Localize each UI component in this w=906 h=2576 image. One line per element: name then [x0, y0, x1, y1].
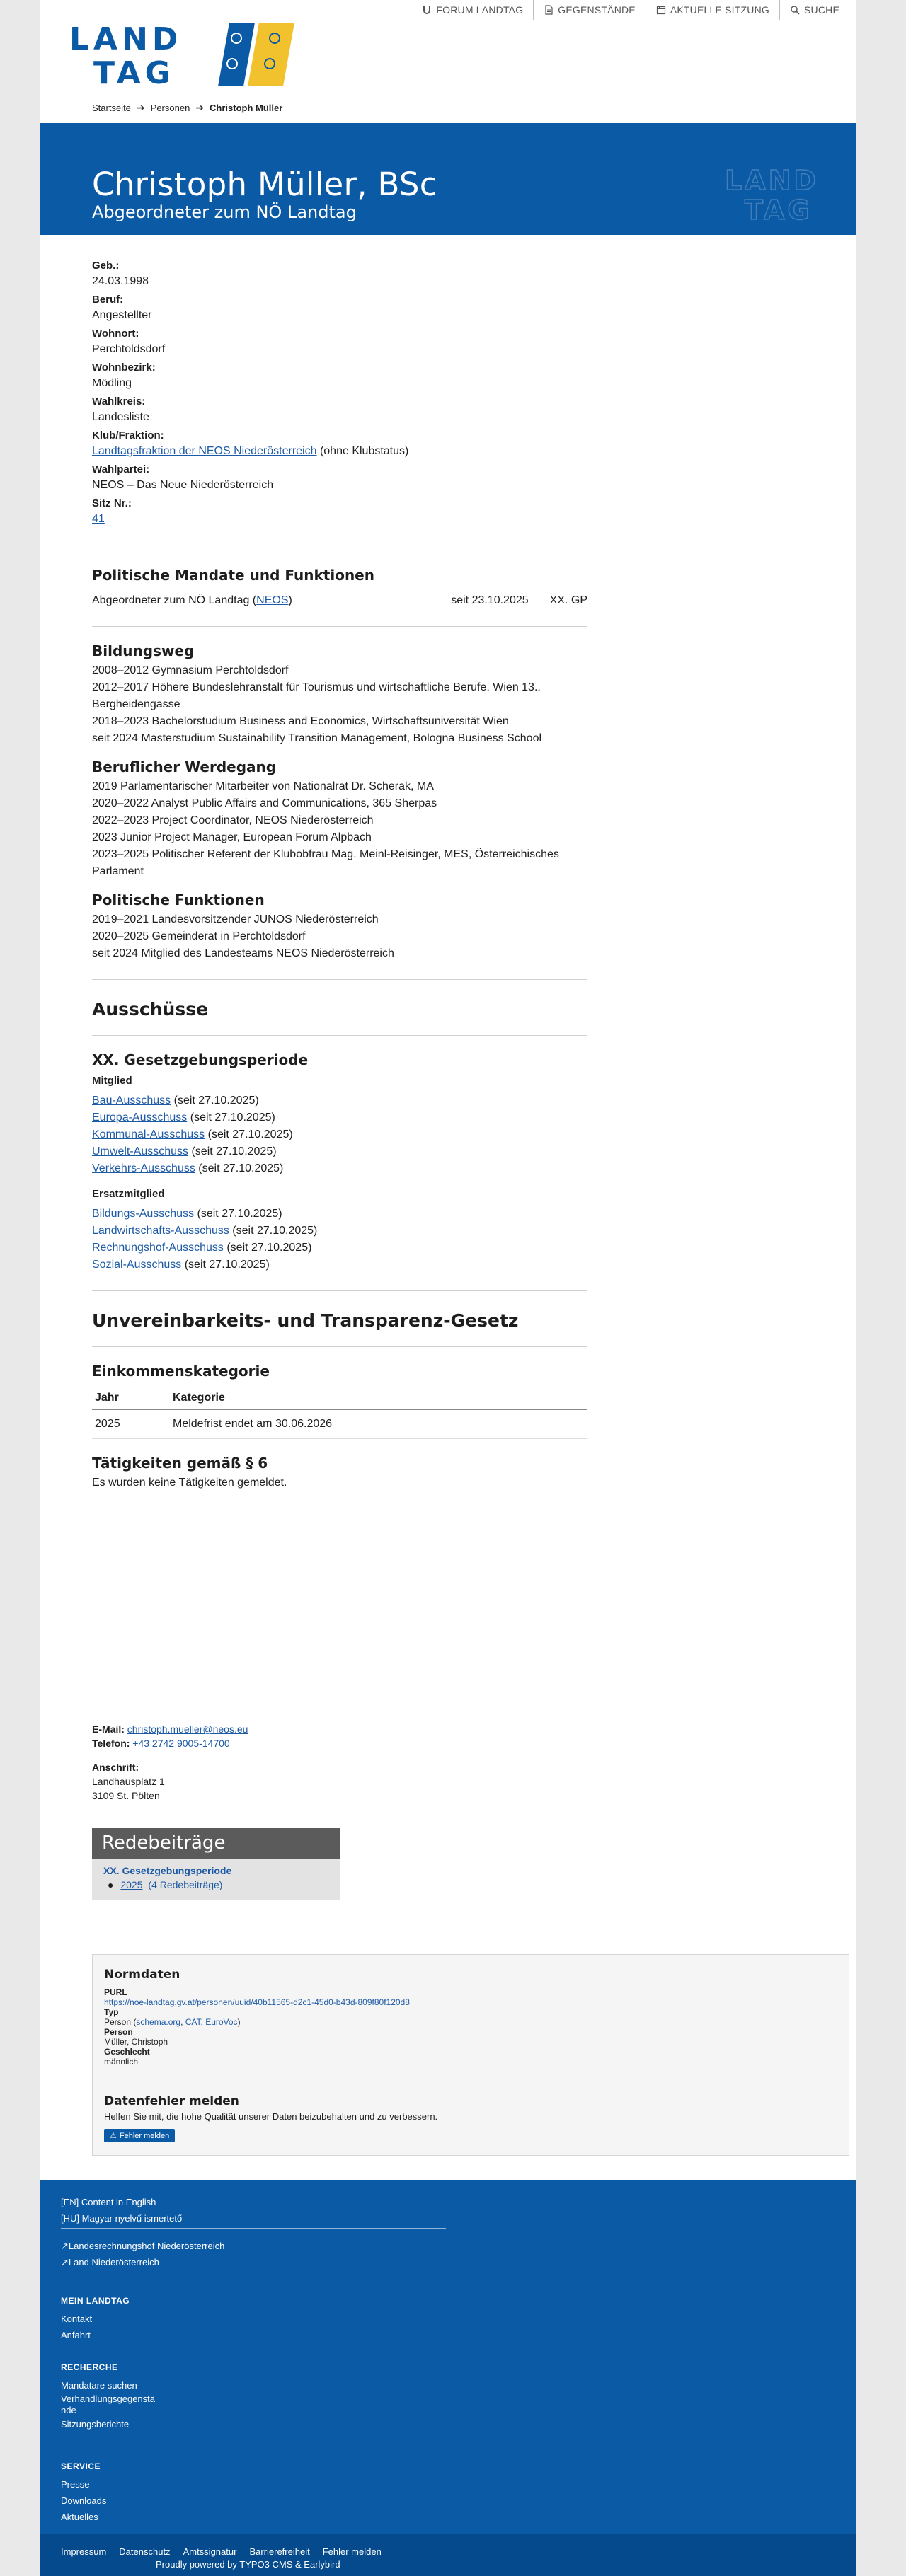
email-label: E-Mail:	[92, 1723, 125, 1735]
nav-suche[interactable]	[780, 0, 839, 20]
committee-link[interactable]: Landwirtschafts-Ausschuss	[92, 1225, 229, 1237]
divider	[92, 626, 587, 627]
svg-text:LAND: LAND	[725, 165, 819, 196]
list-item: 2023 Junior Project Manager, European Forum Alpbach	[92, 831, 372, 843]
committee-link[interactable]: Rechnungshof-Ausschuss	[92, 1242, 224, 1254]
activities-heading: Tätigkeiten gemäß § 6	[92, 1455, 268, 1472]
footer-heading: SERVICE	[61, 2461, 101, 2471]
speeches-body	[92, 1859, 340, 1900]
footer-link[interactable]: Anfahrt	[61, 2330, 91, 2340]
list-item	[92, 1257, 587, 1273]
footer-link-hu[interactable]: [HU] Magyar nyelvű ismertető	[61, 2213, 183, 2224]
typ-value: Person (schema.org, CAT, EuroVoc)	[104, 2017, 241, 2027]
birth-value: 24.03.1998	[92, 275, 149, 287]
member-label: Mitglied	[92, 1075, 132, 1087]
list-item	[92, 1223, 587, 1240]
committee-link[interactable]: Europa-Ausschuss	[92, 1111, 188, 1124]
mandate-title	[92, 592, 292, 609]
logo-text-line2: TAG	[93, 55, 175, 88]
substitute-list	[92, 1206, 587, 1273]
list-item: 2020–2022 Analyst Public Affairs and Communications, 365 Sherpas	[92, 797, 437, 809]
divider	[92, 979, 587, 980]
footer-heading: RECHERCHE	[61, 2362, 118, 2372]
education-list	[92, 662, 587, 747]
normdata-box	[92, 1954, 849, 2156]
transparency-heading: Unvereinbarkeits- und Transparenz-Gesetz	[92, 1310, 519, 1331]
gender-label: Geschlecht	[104, 2047, 150, 2057]
divider	[92, 1346, 587, 1347]
list-item: 2012–2017 Höhere Bundeslehranstalt für Tourismus und wirtschaftliche Berufe, Wien 13., Bergheidengasse	[92, 681, 541, 710]
list-item: seit 2024 Masterstudium Sustainability Transition Management, Bologna Business School	[92, 732, 542, 744]
report-button-label: Fehler melden	[119, 2131, 170, 2140]
committees-period: XX. Gesetzgebungsperiode	[92, 1051, 309, 1068]
career-section	[92, 758, 587, 880]
committees-section	[92, 1051, 587, 1273]
career-heading: Beruflicher Werdegang	[92, 758, 277, 775]
profession-label: Beruf:	[92, 294, 124, 306]
purl-link[interactable]: https://noe-landtag.gv.at/personen/uuid/40b11565-d2c1-45d0-b43d-809f80f120d8	[104, 1997, 410, 2007]
list-item	[92, 1143, 587, 1160]
committee-link[interactable]: Kommunal-Ausschuss	[92, 1128, 205, 1140]
member-list	[92, 1092, 587, 1177]
footer-link[interactable]: Aktuelles	[61, 2512, 98, 2522]
page-title: Christoph Müller, BSc	[92, 166, 437, 203]
external-link-icon: ↗	[61, 2241, 69, 2251]
mandate-party-link[interactable]: NEOS	[256, 594, 289, 606]
speeches-count: (4 Redebeiträge)	[148, 1879, 223, 1890]
typ-prefix: Person (	[104, 2017, 137, 2027]
speeches-item	[103, 1879, 328, 1890]
svg-text:TAG: TAG	[745, 195, 813, 221]
income-table	[92, 1385, 587, 1439]
list-item: seit 2024 Mitglied des Landesteams NEOS Niederösterreich	[92, 947, 394, 959]
cell-category: Meldefrist endet am 30.06.2026	[170, 1410, 587, 1439]
nav-gegenstaende-label: GEGENSTÄNDE	[558, 4, 636, 16]
speeches-year-link[interactable]: 2025	[120, 1879, 143, 1890]
phone-row	[92, 1736, 248, 1750]
profession-value: Angestellter	[92, 309, 152, 321]
address-line1: Landhausplatz 1	[92, 1776, 165, 1787]
hero-banner	[40, 123, 856, 235]
committee-since: (seit 27.10.2025)	[223, 1242, 312, 1254]
list-item: 2019 Parlamentarischer Mitarbeiter von Nationalrat Dr. Scherak, MA	[92, 780, 434, 792]
mandate-period: XX. GP	[549, 594, 587, 606]
club-link[interactable]: Landtagsfraktion der NEOS Niederösterreich	[92, 445, 317, 457]
address-line2: 3109 St. Pölten	[92, 1790, 160, 1801]
arrow-right-icon: ➔	[136, 102, 145, 113]
footer-divider	[61, 2228, 446, 2229]
footer-section-mein-landtag	[61, 2293, 130, 2343]
nav-aktuelle-sitzung-label: AKTUELLE SITZUNG	[670, 4, 769, 16]
nav-forum-landtag[interactable]	[412, 0, 534, 20]
typ-label: Typ	[104, 2007, 119, 2017]
page-subtitle: Abgeordneter zum NÖ Landtag	[92, 202, 357, 222]
mandate-meta	[451, 592, 587, 609]
income-section	[92, 1363, 587, 1491]
email-row	[92, 1722, 248, 1736]
committees-heading: Ausschüsse	[92, 999, 209, 1020]
district-label: Wohnbezirk:	[92, 362, 156, 374]
site-header	[40, 0, 856, 123]
breadcrumb-personen[interactable]: Personen	[150, 103, 190, 113]
person-content	[92, 256, 587, 1491]
footer-link[interactable]: Mandatare suchen	[61, 2380, 137, 2391]
person-label: Person	[104, 2027, 133, 2037]
cell-year: 2025	[92, 1410, 170, 1439]
address-label: Anschrift:	[92, 1762, 139, 1773]
list-item: 2020–2025 Gemeinderat in Perchtoldsdorf	[92, 930, 306, 942]
footer-link[interactable]: Kontakt	[61, 2314, 93, 2324]
table-header-row	[92, 1385, 587, 1410]
footer-link[interactable]: Downloads	[61, 2495, 107, 2506]
typ-suffix: )	[237, 2017, 241, 2027]
report-error-button[interactable]	[104, 2129, 175, 2142]
external-link-icon: ↗	[61, 2257, 69, 2268]
footer-link-land-noe-label: Land Niederösterreich	[68, 2257, 159, 2268]
footer-link[interactable]: Presse	[61, 2479, 90, 2490]
phone-label: Telefon:	[92, 1738, 130, 1749]
col-category: Kategorie	[170, 1385, 587, 1410]
speeches-heading: Redebeiträge	[92, 1828, 340, 1859]
phone-link[interactable]: +43 2742 9005-14700	[132, 1738, 230, 1749]
footer-link-datenschutz[interactable]: Datenschutz	[119, 2546, 171, 2557]
calendar-icon	[656, 5, 666, 15]
party-value: NEOS – Das Neue Niederösterreich	[92, 479, 274, 491]
typ-link-cat[interactable]: CAT	[185, 2017, 201, 2027]
committee-since: (seit 27.10.2025)	[188, 1145, 277, 1157]
breadcrumb-startseite[interactable]: Startseite	[92, 103, 131, 113]
residence-value: Perchtoldsdorf	[92, 343, 166, 355]
activities-text: Es wurden keine Tätigkeiten gemeldet.	[92, 1477, 287, 1489]
report-text: Helfen Sie mit, die hohe Qualität unserer Daten beizubehalten und zu verbessern.	[104, 2111, 438, 2122]
speeches-period: XX. Gesetzgebungsperiode	[103, 1865, 232, 1876]
committee-link[interactable]: Sozial-Ausschuss	[92, 1259, 182, 1271]
income-heading: Einkommenskategorie	[92, 1363, 270, 1380]
nav-suche-label: SUCHE	[803, 4, 839, 16]
seat-value	[92, 511, 587, 528]
district-value: Mödling	[92, 377, 132, 389]
report-heading: Datenfehler melden	[104, 2094, 239, 2108]
arrow-right-icon: ➔	[195, 102, 205, 113]
list-item	[92, 1092, 587, 1109]
speeches-box	[92, 1828, 340, 1900]
footer-link[interactable]: Sitzungsberichte	[61, 2419, 130, 2430]
footer-link-amtssignatur[interactable]: Amtssignatur	[183, 2546, 237, 2557]
col-year: Jahr	[92, 1385, 170, 1410]
contact-block	[92, 1722, 248, 1803]
breadcrumb	[92, 102, 282, 114]
typ-link-eurovoc[interactable]: EuroVoc	[205, 2017, 238, 2027]
footer-link-fehler-melden[interactable]: Fehler melden	[322, 2546, 382, 2557]
mandate-since: seit 23.10.2025	[451, 594, 529, 606]
site-footer	[40, 2180, 856, 2534]
footer-link-barrierefreiheit[interactable]: Barrierefreiheit	[249, 2546, 310, 2557]
political-list	[92, 911, 587, 962]
footer-section-recherche	[61, 2360, 155, 2432]
email-link[interactable]: christoph.mueller@neos.eu	[127, 1723, 248, 1735]
club-label: Klub/Fraktion:	[92, 429, 164, 441]
purl-label: PURL	[104, 1987, 127, 1997]
search-icon	[790, 5, 800, 15]
list-item	[92, 1206, 587, 1223]
constituency-value: Landesliste	[92, 411, 149, 423]
education-section	[92, 642, 587, 747]
nav-aktuelle-sitzung[interactable]	[646, 0, 780, 20]
footer-link-lrh-label: Landesrechnungshof Niederösterreich	[68, 2241, 225, 2251]
footer-external-links	[61, 2238, 224, 2270]
divider	[92, 1290, 587, 1291]
mandates-heading: Politische Mandate und Funktionen	[92, 567, 374, 584]
list-item: 2019–2021 Landesvorsitzender JUNOS Niederösterreich	[92, 913, 379, 925]
list-item	[92, 1240, 587, 1257]
landtag-logo[interactable]	[69, 23, 296, 88]
career-list	[92, 778, 587, 880]
top-navigation	[412, 0, 839, 20]
residence-label: Wohnort:	[92, 328, 139, 340]
divider	[92, 1035, 587, 1036]
purl-value	[104, 1997, 837, 2007]
committee-since: (seit 27.10.2025)	[194, 1208, 282, 1220]
list-item: 2023–2025 Politischer Referent der Klubobfrau Mag. Meinl-Reisinger, MES, Österreichisches Parlament	[92, 848, 559, 877]
mandate-prefix: Abgeordneter zum NÖ Landtag (	[92, 594, 257, 606]
document-icon	[544, 5, 554, 15]
list-item: 2008–2012 Gymnasium Perchtoldsdorf	[92, 664, 289, 676]
list-item: 2022–2023 Project Coordinator, NEOS Niederösterreich	[92, 814, 374, 826]
committee-link[interactable]: Verkehrs-Ausschuss	[92, 1162, 195, 1174]
footer-link-en[interactable]: [EN] Content in English	[61, 2197, 156, 2207]
seat-label: Sitz Nr.:	[92, 497, 132, 509]
footer-link[interactable]: Verhandlungsgegenstä nde	[61, 2393, 156, 2415]
committee-since: (seit 27.10.2025)	[195, 1162, 284, 1174]
warning-icon: ⚠	[110, 2132, 117, 2140]
footer-heading: MEIN LANDTAG	[61, 2296, 130, 2306]
committee-link[interactable]: Umwelt-Ausschuss	[92, 1145, 189, 1157]
committee-since: (seit 27.10.2025)	[229, 1225, 318, 1237]
committee-since: (seit 27.10.2025)	[205, 1128, 293, 1140]
forum-icon	[422, 5, 432, 15]
footer-bottom-bar	[40, 2534, 856, 2576]
committee-since: (seit 27.10.2025)	[187, 1111, 275, 1124]
committee-since: (seit 27.10.2025)	[181, 1259, 270, 1271]
list-item	[92, 1126, 587, 1143]
education-heading: Bildungsweg	[92, 642, 195, 659]
bullet-icon: ●	[108, 1879, 114, 1890]
main-container	[40, 0, 856, 2576]
mandate-suffix: )	[288, 594, 292, 606]
footer-language-links	[61, 2194, 182, 2226]
list-item: 2018–2023 Bachelorstudium Business and Economics, Wirtschaftsuniversität Wien	[92, 715, 509, 727]
committee-link[interactable]: Bau-Ausschuss	[92, 1094, 171, 1107]
powered-by-text: Proudly powered by TYPO3 CMS & Earlybird	[156, 2559, 340, 2570]
club-suffix: (ohne Klubstatus)	[316, 445, 409, 457]
constituency-label: Wahlkreis:	[92, 395, 146, 408]
breadcrumb-current: Christoph Müller	[210, 103, 283, 113]
mandates-section	[92, 567, 587, 609]
party-label: Wahlpartei:	[92, 463, 150, 475]
mandate-row	[92, 592, 587, 609]
substitute-label: Ersatzmitglied	[92, 1188, 165, 1200]
nav-gegenstaende[interactable]	[534, 0, 646, 20]
seat-link[interactable]: 41	[92, 513, 105, 525]
list-item	[92, 1160, 587, 1177]
footer-legal-links	[61, 2546, 382, 2557]
person-value: Müller, Christoph	[104, 2037, 168, 2047]
table-row	[92, 1410, 587, 1439]
political-section	[92, 891, 587, 962]
nav-forum-label: FORUM LANDTAG	[436, 4, 524, 16]
profile-details	[92, 259, 587, 528]
committee-link[interactable]: Bildungs-Ausschuss	[92, 1208, 195, 1220]
logo-text-line1: LAND	[69, 23, 183, 57]
footer-link-lrh[interactable]	[61, 2238, 224, 2254]
footer-link-impressum[interactable]: Impressum	[61, 2546, 107, 2557]
birth-label: Geb.:	[92, 260, 120, 272]
committee-since: (seit 27.10.2025)	[171, 1094, 259, 1107]
footer-link-land-noe[interactable]	[61, 2254, 224, 2270]
landtag-watermark-logo	[725, 164, 845, 221]
political-heading: Politische Funktionen	[92, 891, 265, 908]
footer-section-service	[61, 2459, 106, 2525]
club-value	[92, 443, 587, 460]
list-item	[92, 1109, 587, 1126]
typ-link-schema[interactable]: schema.org	[136, 2017, 181, 2027]
normdata-heading: Normdaten	[104, 1968, 180, 1982]
gender-value: männlich	[104, 2057, 139, 2067]
